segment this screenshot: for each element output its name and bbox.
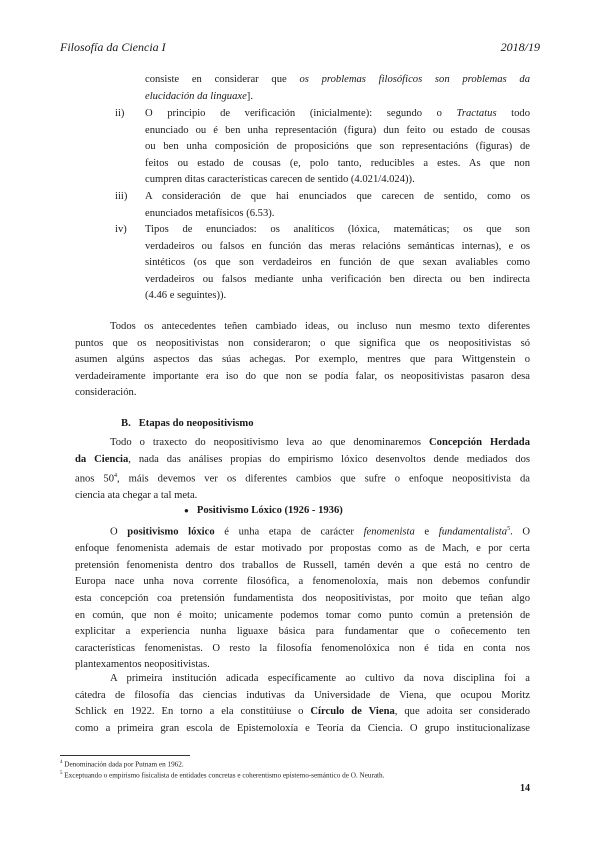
list-item-iv (115, 222, 530, 307)
section-heading-b (121, 416, 254, 433)
list-number: ii) (115, 108, 125, 119)
subsection-logical-positivism (184, 503, 343, 520)
item-i-continuation (145, 72, 530, 105)
list-text: A consideración de que hai enunciados que carecen de sentido, como os enunciados metafísicos (6.53). (145, 191, 530, 219)
page-header (60, 40, 540, 56)
text-line: consiste en considerar que os problemas filosóficos son problemas da (145, 74, 530, 85)
paragraph-vienna-circle: A primeira institución adicada específicamente ao cultivo da nova disciplina foi a cátedra de filosofía das ciencias indutivas da Universidade de Viena, que ocupou Moritz Schlick en 1922. En torno a ela constitúiuse o Círculo de Viena, que adoita ser considerado como a primeira gran escola de Epistemoloxía e Teoría da Ciencia. O grupo institucionalízase (75, 673, 530, 734)
page-number: 14 (520, 783, 530, 794)
footnote-4: $^4$ Denominación dada por Putnam en 1962. (60, 760, 184, 769)
subsection-title: Positivismo Lóxico (1926 - 1936) (196, 505, 343, 516)
list-text: O principio de verificación (inicialmente): segundo o Tractatus todo enunciado ou é ben unha representación (figura) dun feito ou estado de cousas ou ben unha composición de proposicións que son representacións (figuras) de feitos ou estado de cousas (e, polo tanto, reducibles a estes. As que non cumpren ditas características carecen de sentido (4.021/4.024)). (145, 108, 531, 186)
list-number: iii) (115, 191, 128, 202)
list-number: iv) (115, 224, 127, 235)
list-text: Tipos de enunciados: os analíticos (lóxica, matemáticas; os que son verdadeiros ou falsos en función das meras relacións semánticas internas), e os sintéticos (os que son verdadeiros en función de que sexan avaliables como verdadeiros ou falsos mediante unha verificación ben directa ou ben indirecta (4.46 e seguintes)). (145, 224, 530, 302)
paragraph-logical-positivism: O positivismo lóxico é unha etapa de carácter fenomenista e fundamentalista$^5$. O enfoque fenomenista ademais de estar motivado por propostas como as de Mach, e por certa pretensión fenomenista dentro dos traballos de Russell, tamén devén a que está no centro de Europa nace unha nova corrente filosófica, a fenomenoloxía, mais non debemos confundir esta concepción coa pretensión fundamentista dos neopositivistas, por moito que teñan algo en común, que non é moito; unicamente podemos tomar como punto común a pretensión de explicitar a experiencia nunha liguaxe básica para fundamentar que o coñecemento ten características fenomenistas. O resto la filosofía fenomenolóxica non é tida en conta nos plantexamentos neopositivistas. (75, 526, 530, 671)
paragraph-stages: Todo o traxecto do neopositivismo leva ao que denominaremos Concepción Herdada da Ciencia, nada das análises propias do empirismo lóxico desenvoltos dende mediados dos anos $50^4$, máis devemos ver os diferentes cambios que sufre o enfoque neopositivista da ciencia ata chegar a tal meta. (75, 437, 530, 502)
list-item-ii (115, 106, 530, 191)
academic-year: 2018/19 (500, 40, 540, 54)
footnote-5: $^5$ Exceptuando o empirismo fisicalista de entidades concretas e coherentismo epistemo-semántico de O. Neurath. (60, 771, 385, 780)
section-title: Etapas do neopositivismo (138, 418, 254, 429)
course-title: Filosofía da Ciencia I (60, 40, 166, 54)
footnote-divider (60, 755, 190, 756)
bullet-icon: ● (184, 506, 189, 515)
section-label: B. (121, 418, 131, 429)
text-line: elucidación da linguaxe]. (145, 90, 253, 102)
list-item-iii (115, 189, 530, 223)
paragraph-antecedents: Todos os antecedentes teñen cambiado ideas, ou incluso nun mesmo texto diferentes puntos que os neopositivistas non consideraron; o que significa que os neopositivistas só asumen algúns aspectos das súas achegas. Por exemplo, mentres que para Wittgenstein o verdadeiramente importante era iso do que non se podía falar, os neopositivistas pasaron desa consideración. (75, 321, 530, 399)
